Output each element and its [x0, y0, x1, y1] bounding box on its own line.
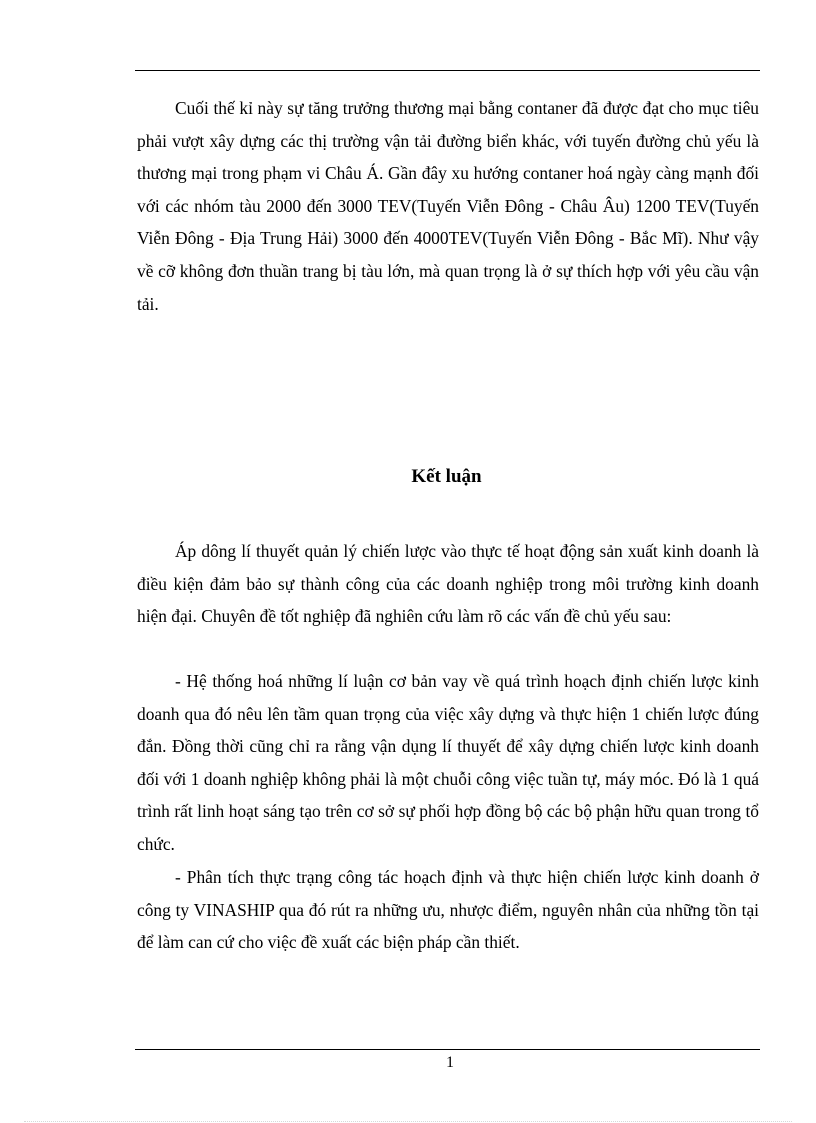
page-number: 1: [446, 1054, 454, 1071]
header-rule: [135, 70, 760, 71]
conclusion-paragraph: Áp dông lí thuyết quản lý chiến lược vào thực tế hoạt động sản xuất kinh doanh là điều kiện đảm bảo sự thành công của các doanh nghiệp trong môi trường kinh doanh hiện đại. Chuyên đề tốt nghiệp đã nghiên cứu làm rõ các vấn đề chủ yếu sau:: [137, 541, 759, 627]
page-edge-divider: [24, 1121, 792, 1122]
conclusion-heading: Kết luận: [411, 466, 482, 487]
intro-paragraph: Cuối thế kỉ này sự tăng trưởng thương mại bằng contaner đã được đạt cho mục tiêu phải vượt xây dựng các thị trường vận tải đường biển khác, với tuyến đường chủ yếu là thương mại trong phạm vi Châu Á. Gần đây xu hướng contaner hoá ngày càng mạnh đối với các nhóm tàu 2000 đến 3000 TEV(Tuyến Viễn Đông - Châu Âu) 1200 TEV(Tuyến Viễn Đông - Địa Trung Hải) 3000 đến 4000TEV(Tuyến Viễn Đông - Bắc Mĩ). Như vậy về cỡ không đơn thuần trang bị tàu lớn, mà quan trọng là ở sự thích hợp với yêu cầu vận tải.: [137, 98, 759, 314]
footer-rule: [135, 1049, 760, 1050]
bullet-point-1: - Hệ thống hoá những lí luận cơ bản vay về quá trình hoạch định chiến lược kinh doanh qua đó nêu lên tầm quan trọng của việc xây dựng và thực hiện 1 chiến lược đúng đắn. Đồng thời cũng chỉ ra rằng vận dụng lí thuyết để xây dựng chiến lược kinh doanh đối với 1 doanh nghiệp không phải là một chuỗi công việc tuần tự, máy móc. Đó là 1 quá trình rất linh hoạt sáng tạo trên cơ sở sự phối hợp đồng bộ các bộ phận hữu quan trong tổ chức.: [137, 671, 759, 854]
bullet-point-2: - Phân tích thực trạng công tác hoạch định và thực hiện chiến lược kinh doanh ở công ty VINASHIP qua đó rút ra những ưu, nhược điểm, nguyên nhân của những tồn tại để làm can cứ cho việc đề xuất các biện pháp cần thiết.: [137, 867, 759, 953]
